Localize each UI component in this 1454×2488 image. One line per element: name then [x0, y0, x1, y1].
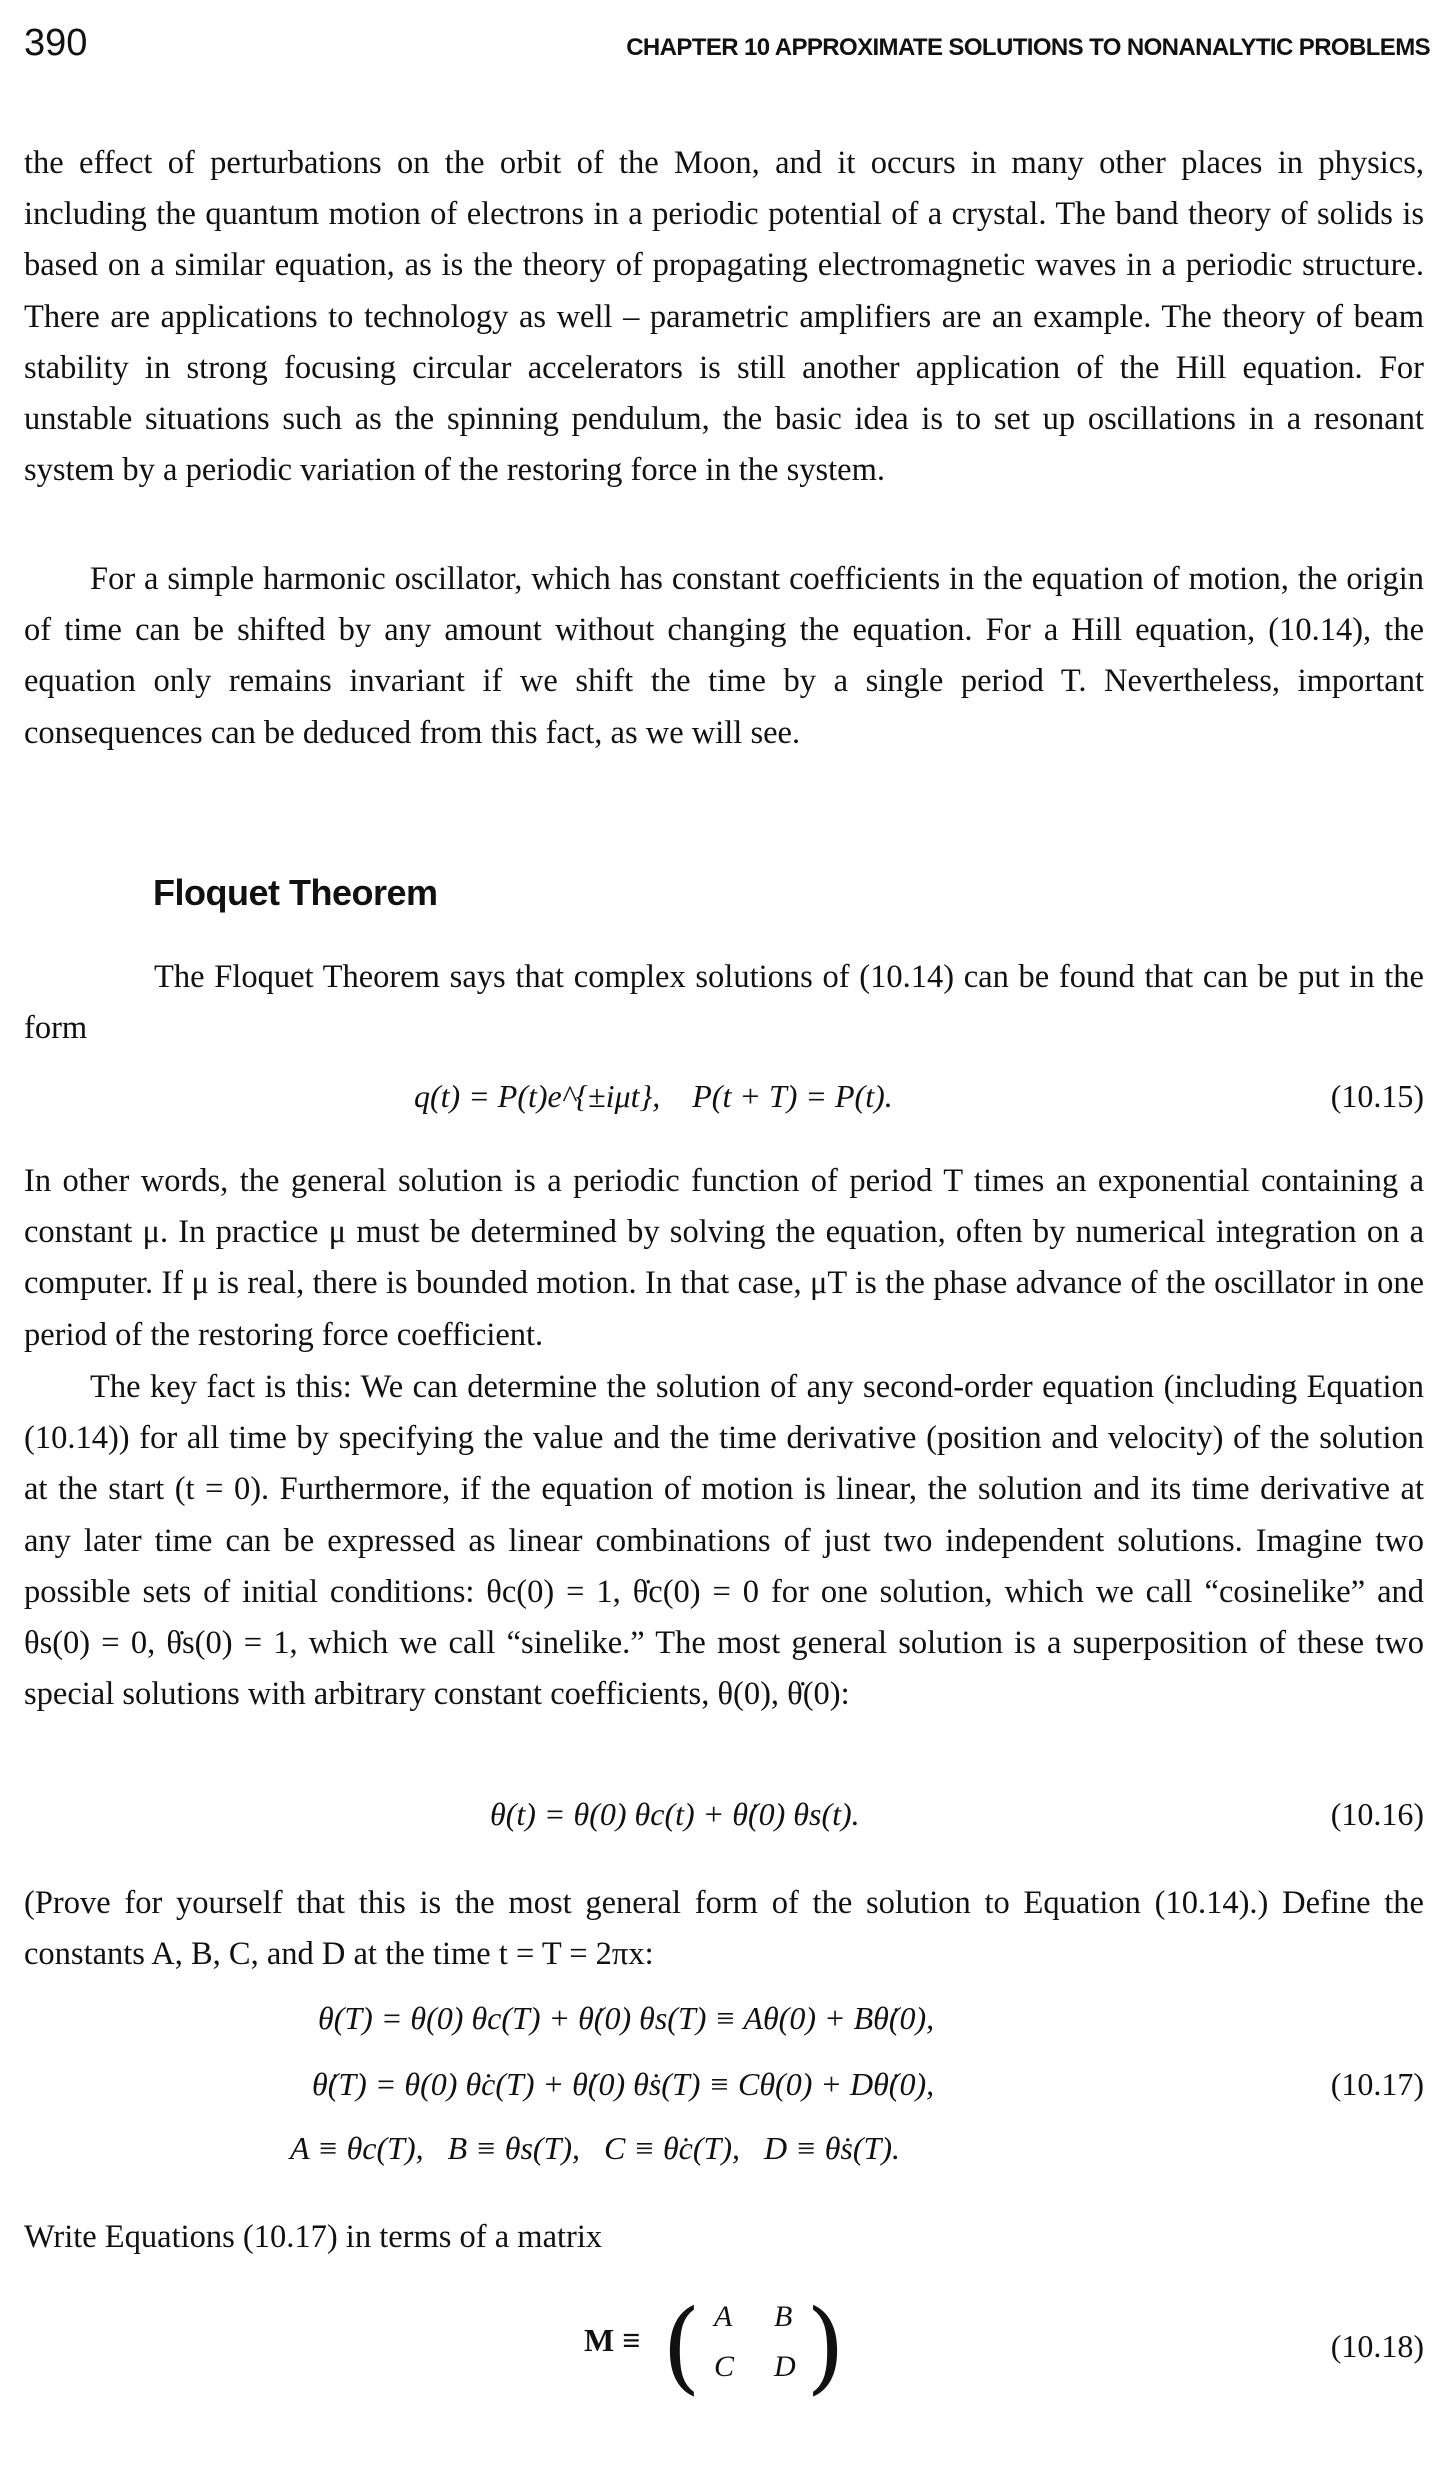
equation-10-17-line-2: θ̇(T) = θ(0) θ̇c(T) + θ̇(0) θ̇s(T) ≡ Cθ(0) + Dθ̇(0), [312, 2066, 935, 2102]
equation-number-10-16: (10.16) [1330, 1796, 1424, 1832]
equation-10-15: q(t) = P(t)e^{±iμt}, P(t + T) = P(t). [414, 1078, 893, 1114]
paragraph-5: The key fact is this: We can determine the solution of any second-order equation (including Equation (10.14)) for all time by specifying the value and the time derivative (position and velocity) of the solution at the start (t = 0). Furthermore, if the equation of motion is linear, the solution and its time derivative at any later time can be expressed as linear combinations of just two independent solutions. Imagine two possible sets of initial conditions: θc(0) = 1, θ̇c(0) = 0 for one solution, which we call “cosinelike” and θs(0) = 0, θ̇s(0) = 1, which we call “sinelike.” The most general solution is a superposition of these two special solutions with arbitrary constant coefficients, θ(0), θ̇(0): [24, 1369, 1424, 1713]
paragraph-3: The Floquet Theorem says that complex solutions of (10.14) can be found that can be put in the form [24, 959, 1424, 1047]
equation-10-18-matrix [584, 2288, 884, 2412]
running-head: CHAPTER 10 APPROXIMATE SOLUTIONS TO NONANALYTIC PROBLEMS [626, 34, 1430, 61]
matrix-cell-a: A [714, 2300, 733, 2333]
page-header [24, 22, 1430, 82]
right-paren: ) [806, 2288, 846, 2405]
paragraph-1: the effect of perturbations on the orbit of the Moon, and it occurs in many other places in physics, including the quantum motion of electrons in a periodic potential of a crystal. The band theory of solids is based on a similar equation, as is the theory of propagating electromagnetic waves in a periodic structure. There are applications to technology as well – parametric amplifiers are an example. The theory of beam stability in strong focusing circular accelerators is still another application of the Hill equation. For unstable situations such as the spinning pendulum, the basic idea is to set up oscillations in a resonant system by a periodic variation of the restoring force in the system. [24, 145, 1424, 489]
equation-10-17-line-3: A ≡ θc(T), B ≡ θs(T), C ≡ θ̇c(T), D ≡ θ̇s(T). [290, 2130, 900, 2166]
equation-10-16: θ(t) = θ(0) θc(t) + θ̇(0) θs(t). [490, 1796, 860, 1832]
matrix-cell-c: C [714, 2350, 735, 2383]
matrix-label: M ≡ [584, 2322, 641, 2358]
left-paren: ( [662, 2288, 702, 2405]
matrix-cell-d: D [774, 2350, 796, 2383]
equation-number-10-17: (10.17) [1330, 2066, 1424, 2102]
equation-number-10-15: (10.15) [1330, 1078, 1424, 1114]
paragraph-7: Write Equations (10.17) in terms of a matrix [24, 2219, 603, 2255]
paragraph-2: For a simple harmonic oscillator, which has constant coefficients in the equation of motion, the origin of time can be shifted by any amount without changing the equation. For a Hill equation, (10.14), the equation only remains invariant if we shift the time by a single period T. Nevertheless, important consequences can be deduced from this fact, as we will see. [24, 561, 1424, 751]
matrix-cell-b: B [774, 2300, 793, 2333]
paragraph-4: In other words, the general solution is a periodic function of period T times an exponential containing a constant μ. In practice μ must be determined by solving the equation, often by numerical integration on a computer. If μ is real, there is bounded motion. In that case, μT is the phase advance of the oscillator in one period of the restoring force coefficient. [24, 1163, 1424, 1353]
page-number: 390 [24, 22, 88, 64]
paragraph-6: (Prove for yourself that this is the most general form of the solution to Equation (10.14).) Define the constants A, B, C, and D at the time t = T = 2πx: [24, 1885, 1424, 1973]
equation-number-10-18: (10.18) [1330, 2328, 1424, 2364]
section-heading: Floquet Theorem [153, 872, 438, 913]
equation-10-17-line-1: θ(T) = θ(0) θc(T) + θ̇(0) θs(T) ≡ Aθ(0) + Bθ̇(0), [318, 2000, 935, 2036]
